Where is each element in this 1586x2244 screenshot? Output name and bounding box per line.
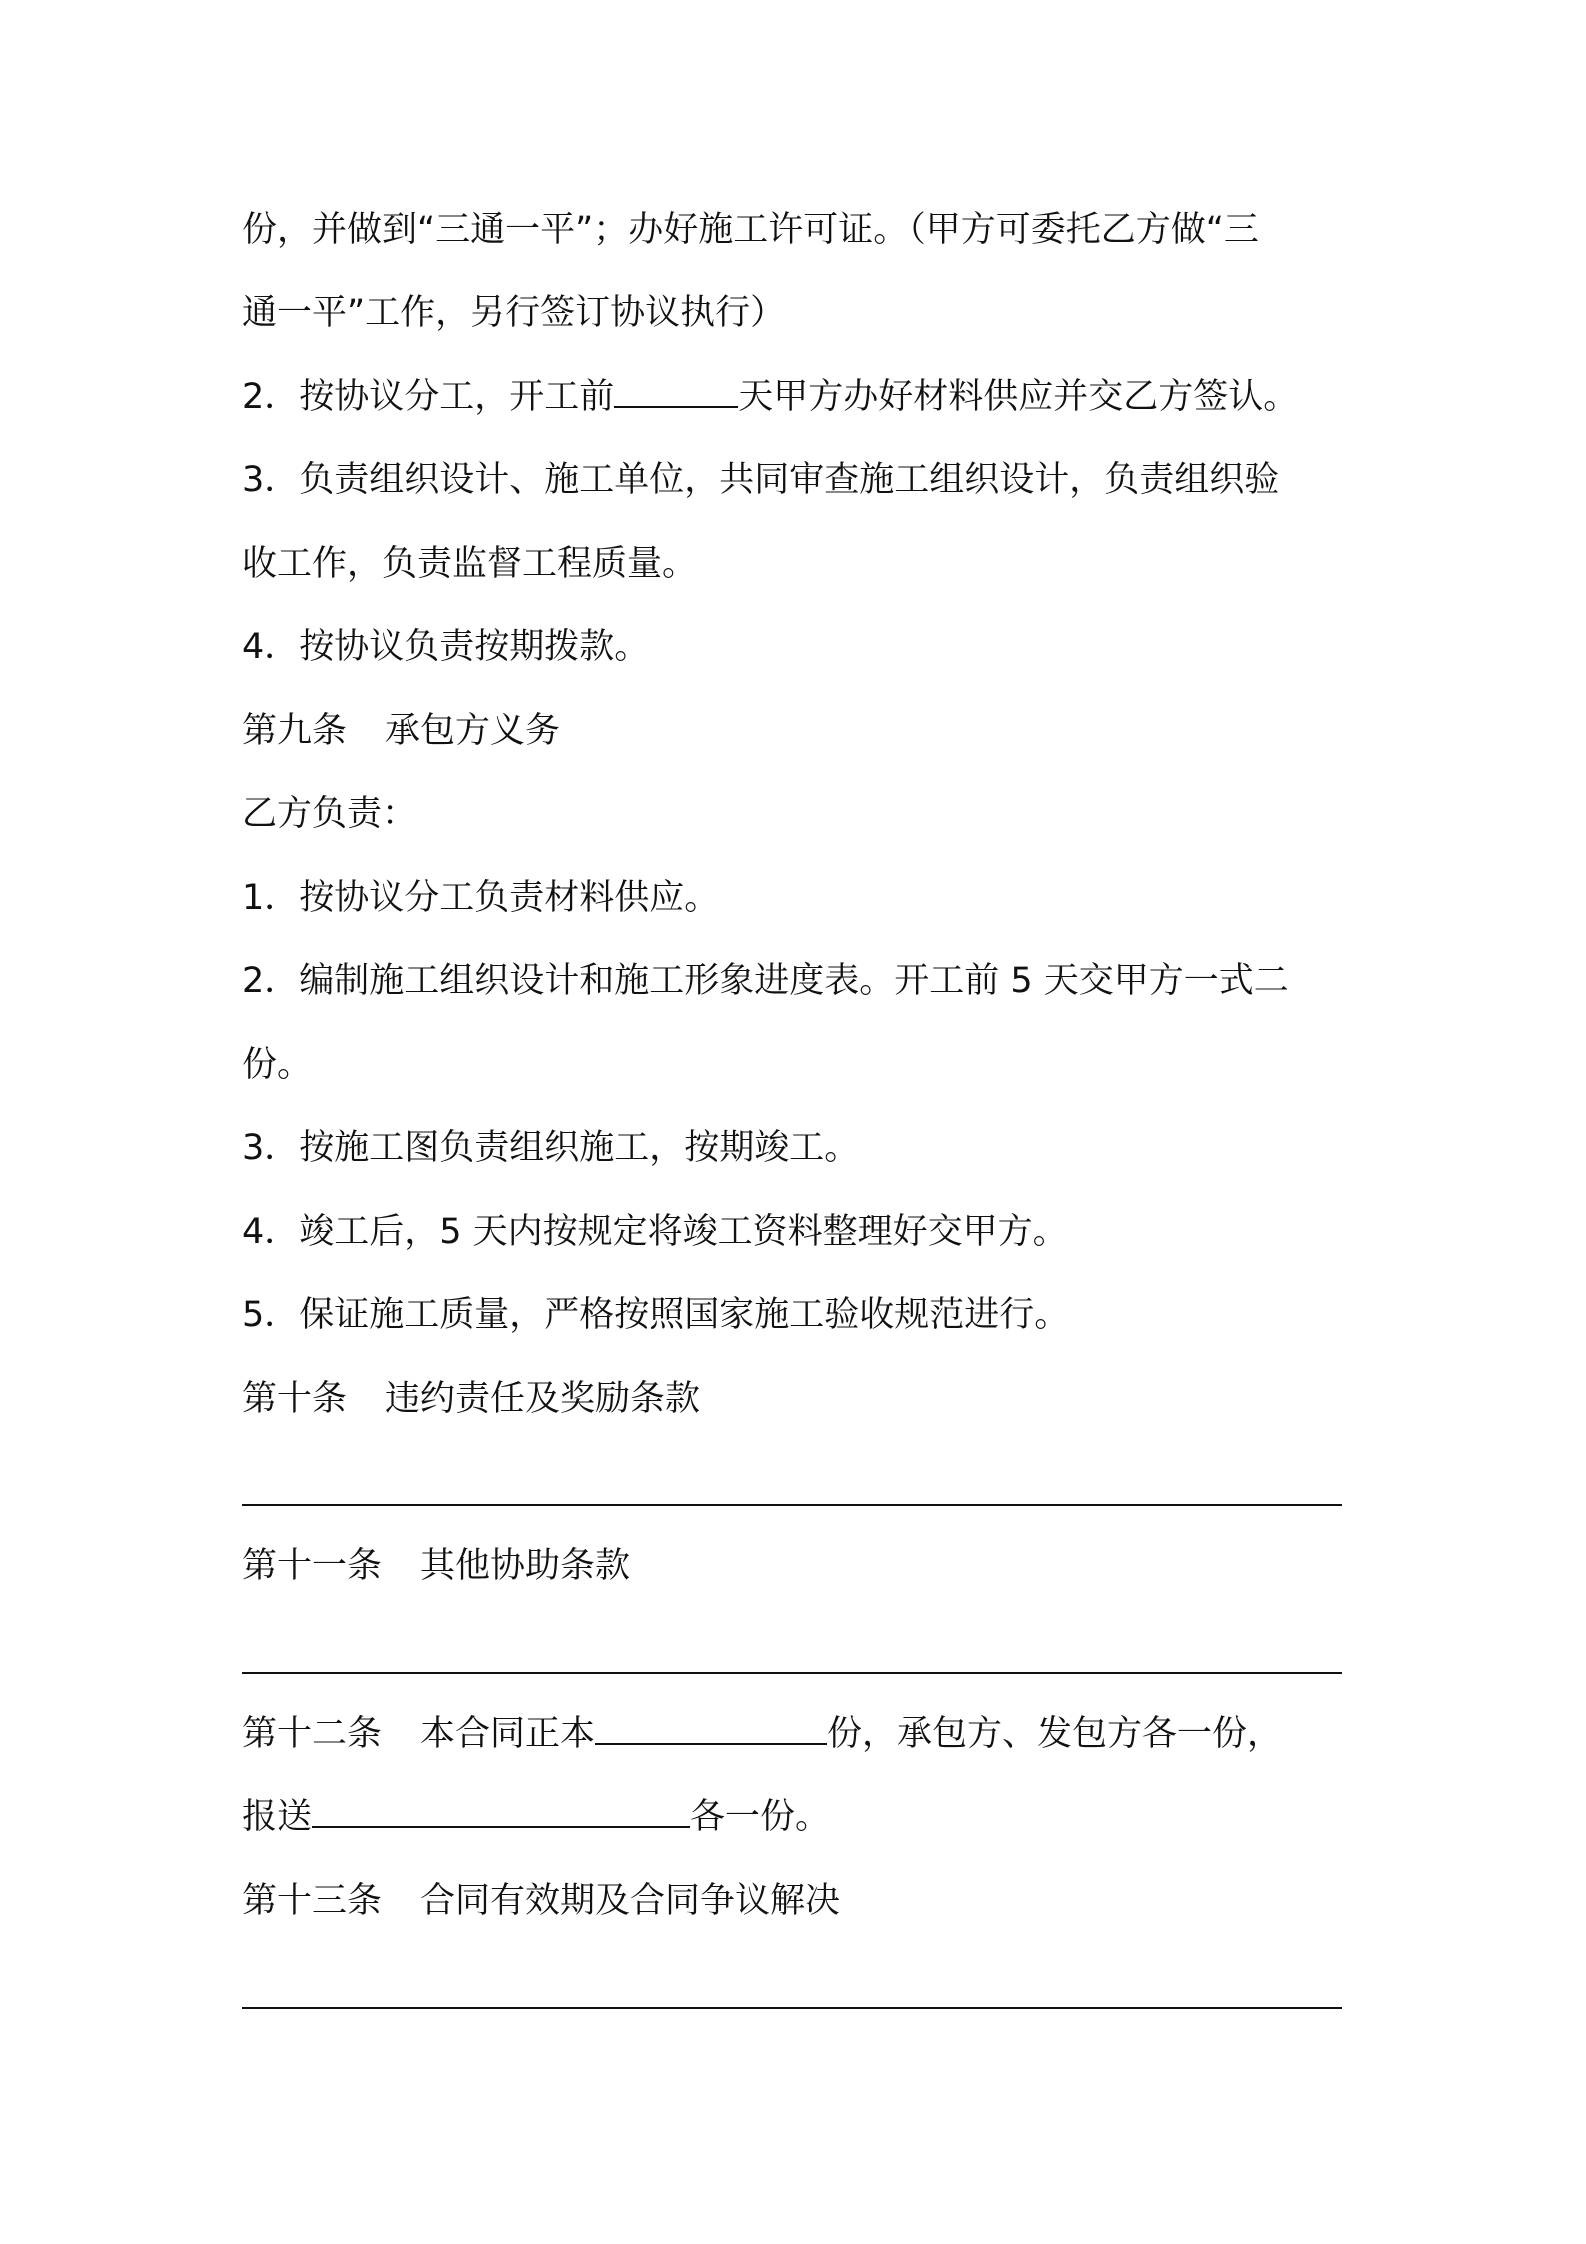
text-line	[242, 956, 1289, 1006]
text-line	[242, 205, 1259, 255]
line-text: 3．按施工图负责组织施工，按期竣工。	[242, 1128, 860, 1168]
fill-in-blank	[595, 1709, 827, 1745]
line-text: 份，并做到“三通一平”；办好施工许可证。（甲方可委托乙方做“三	[242, 210, 1259, 250]
article-heading	[242, 1709, 1282, 1759]
article-heading	[242, 706, 560, 756]
text-line	[242, 539, 697, 589]
article-heading	[242, 1374, 700, 1424]
line-text: 1．按协议分工负责材料供应。	[242, 878, 720, 918]
line-text: 份。	[242, 1045, 313, 1085]
line-text: 收工作，负责监督工程质量。	[242, 544, 698, 584]
line-text: 乙方负责：	[242, 794, 418, 834]
line-text: 5．保证施工质量，严格按照国家施工验收规范进行。	[242, 1295, 1070, 1335]
article-number: 第十三条	[242, 1881, 383, 1921]
text-line	[242, 873, 719, 923]
article-heading	[242, 1541, 630, 1591]
fill-in-line	[242, 2007, 1342, 2009]
line-text: 各一份。	[690, 1797, 831, 1837]
text-line	[242, 455, 1279, 505]
line-text: 2．按协议分工，开工前	[242, 377, 615, 417]
article-title: 其他协助条款	[420, 1546, 631, 1586]
text-line	[242, 1207, 1068, 1257]
fill-in-blank	[614, 372, 738, 408]
text-line	[242, 622, 649, 672]
line-text: 4．按协议负责按期拨款。	[242, 627, 650, 667]
text-line	[242, 1040, 312, 1090]
article-title: 本合同正本	[420, 1714, 596, 1754]
line-text: 报送	[242, 1797, 313, 1837]
text-line	[242, 372, 1298, 422]
text-line	[242, 288, 785, 338]
line-text: 3．负责组织设计、施工单位，共同审查施工组织设计，负责组织验	[242, 460, 1280, 500]
article-number: 第十二条	[242, 1714, 383, 1754]
text-line	[242, 1123, 859, 1173]
text-line	[242, 1792, 830, 1842]
fill-in-line	[242, 1504, 1342, 1506]
line-text: 天甲方办好材料供应并交乙方签认。	[738, 377, 1299, 417]
article-heading	[242, 1876, 840, 1926]
line-text: 份，承包方、发包方各一份，	[827, 1714, 1283, 1754]
fill-in-blank	[312, 1792, 690, 1828]
article-number: 第九条	[242, 711, 348, 751]
fill-in-line	[242, 1672, 1342, 1674]
article-number: 第十条	[242, 1379, 348, 1419]
article-title: 违约责任及奖励条款	[385, 1379, 701, 1419]
text-line	[242, 789, 417, 839]
text-line	[242, 1290, 1069, 1340]
article-title: 承包方义务	[385, 711, 561, 751]
line-text: 通一平”工作，另行签订协议执行）	[242, 293, 786, 333]
article-title: 合同有效期及合同争议解决	[420, 1881, 841, 1921]
article-number: 第十一条	[242, 1546, 383, 1586]
line-text: 2．编制施工组织设计和施工形象进度表。开工前 5 天交甲方一式二	[242, 961, 1289, 1001]
line-text: 4．竣工后，5 天内按规定将竣工资料整理好交甲方。	[242, 1212, 1068, 1252]
